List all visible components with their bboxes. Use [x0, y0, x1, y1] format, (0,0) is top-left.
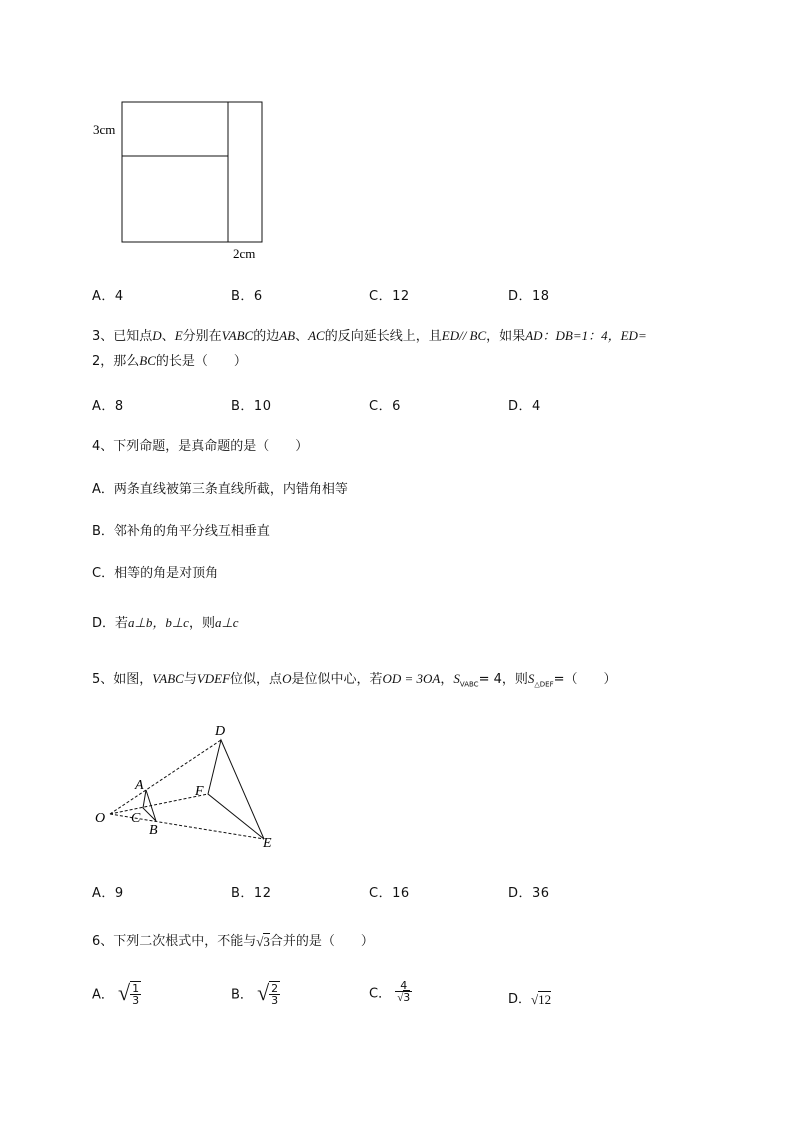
q2-option-b[interactable]: B．6	[231, 289, 263, 304]
sqrt-icon: √3	[256, 933, 270, 949]
q3-option-b[interactable]: B．10	[231, 399, 272, 414]
question-6-stem: 6、下列二次根式中，不能与√3合并的是（ ）	[92, 933, 374, 949]
homothety-figure	[90, 718, 290, 858]
label-b: B	[149, 823, 158, 838]
question-4-stem: 4、下列命题，是真命题的是（ ）	[92, 439, 309, 454]
label-e: E	[263, 836, 272, 851]
label-c: C	[131, 811, 141, 826]
q6-option-d[interactable]: D．√12	[508, 991, 552, 1007]
q5-option-b[interactable]: B．12	[231, 886, 272, 901]
q3-option-a[interactable]: A．8	[92, 399, 124, 414]
q2-option-d[interactable]: D．18	[508, 289, 550, 304]
q5-option-a[interactable]: A．9	[92, 886, 124, 901]
label-f: F	[195, 784, 204, 799]
q2-option-c[interactable]: C．12	[369, 289, 410, 304]
question-5-stem: 5、如图，VABC与VDEF位似，点O是位似中心，若OD = 3OA，$S_{VABC}= 4$，则$S_{\triangle DEF}=$（ ）	[92, 671, 617, 689]
q4-option-d[interactable]: D．若a⊥b，b⊥c，则a⊥c	[92, 615, 239, 631]
q4-option-b[interactable]: B．邻补角的角平分线互相垂直	[92, 524, 270, 539]
q2-option-a[interactable]: A．4	[92, 289, 124, 304]
q6-option-b[interactable]: B． √ $\frac{2}{3}$	[231, 980, 279, 1007]
sqrt-icon: √	[397, 992, 404, 1004]
label-3cm: 3cm	[93, 122, 116, 137]
label-d: D	[215, 724, 226, 739]
sqrt-icon: √12	[531, 991, 552, 1007]
q6-option-a[interactable]: A． √ $\frac{1}{3}$	[92, 980, 140, 1007]
q4-option-c[interactable]: C．相等的角是对顶角	[92, 566, 219, 581]
label-o: O	[95, 811, 106, 826]
question-3-line-2: 2，那么BC的长是（ ）	[92, 353, 247, 369]
q5-option-d[interactable]: D．36	[508, 886, 550, 901]
sqrt-icon: √	[118, 980, 131, 1005]
q5-option-c[interactable]: C．16	[369, 886, 410, 901]
sqrt-icon: √	[257, 980, 270, 1005]
q3-option-c[interactable]: C．6	[369, 399, 401, 414]
rectangle-figure	[85, 95, 275, 265]
q4-option-a[interactable]: A．两条直线被第三条直线所截，内错角相等	[92, 482, 348, 497]
label-2cm: 2cm	[233, 246, 256, 261]
q6-option-c[interactable]: C． $\frac{4}{√3}$	[369, 979, 411, 1004]
label-a: A	[135, 778, 144, 793]
question-3-line-1: 3、已知点D、E分别在VABC的边AB、AC的反向延长线上，且ED// BC，如果AD：DB=1：4，ED=	[92, 328, 647, 344]
q3-option-d[interactable]: D．4	[508, 399, 541, 414]
